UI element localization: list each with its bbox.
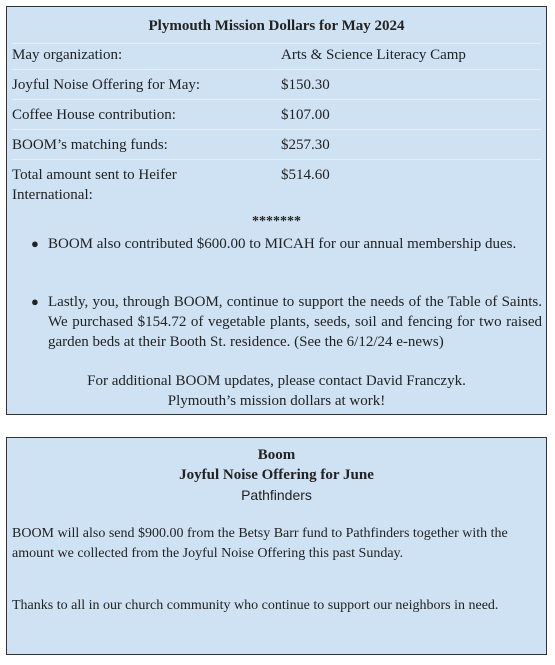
divider xyxy=(12,99,541,100)
divider xyxy=(12,159,541,160)
row-value: $150.30 xyxy=(281,77,330,93)
footer-tagline: Plymouth’s mission dollars at work! xyxy=(167,393,386,409)
mission-dollars-title: Plymouth Mission Dollars for May 2024 xyxy=(148,18,405,34)
box-subtitle: Joyful Noise Offering for June xyxy=(179,467,374,483)
joyful-noise-june-box xyxy=(6,437,547,655)
row-value: Arts & Science Literacy Camp xyxy=(281,47,466,63)
row-label: Joyful Noise Offering for May: xyxy=(12,77,201,93)
mission-dollars-box xyxy=(6,6,547,415)
thanks-paragraph: Thanks to all in our church community who continue to support our neighbors in need. xyxy=(12,598,499,613)
organization-name: Pathfinders xyxy=(241,487,312,503)
row-label: Coffee House contribution: xyxy=(12,107,176,123)
row-value: $257.30 xyxy=(281,137,330,153)
footer-contact-line: For additional BOOM updates, please contact David Franczyk. xyxy=(87,373,466,389)
bullet-icon: ● xyxy=(31,294,39,309)
divider xyxy=(12,43,541,44)
divider xyxy=(12,69,541,70)
list-item-text: Lastly, you, through BOOM, continue to support the needs of the Table of Saints. We purchased $154.72 of vegetable plants, seeds, soil and fencing for two raised garden beds at their Booth St. residence. (See the 6/12/24 e-news) xyxy=(48,294,542,350)
bullet-icon: ● xyxy=(31,236,39,251)
row-label: BOOM’s matching funds: xyxy=(12,137,168,153)
divider xyxy=(12,129,541,130)
row-value: $107.00 xyxy=(281,107,330,123)
box-title: Boom xyxy=(257,447,296,463)
body-paragraph: BOOM will also send $900.00 from the Betsy Barr fund to Pathfinders together with the amount we collected from the Joyful Noise Offering this past Sunday. xyxy=(12,526,508,561)
row-value: $514.60 xyxy=(281,167,330,183)
row-label: Total amount sent to Heifer International: xyxy=(12,167,177,203)
list-item-text: BOOM also contributed $600.00 to MICAH for our annual membership dues. xyxy=(48,236,517,252)
separator-stars: ******* xyxy=(252,214,301,229)
row-label: May organization: xyxy=(12,47,123,63)
